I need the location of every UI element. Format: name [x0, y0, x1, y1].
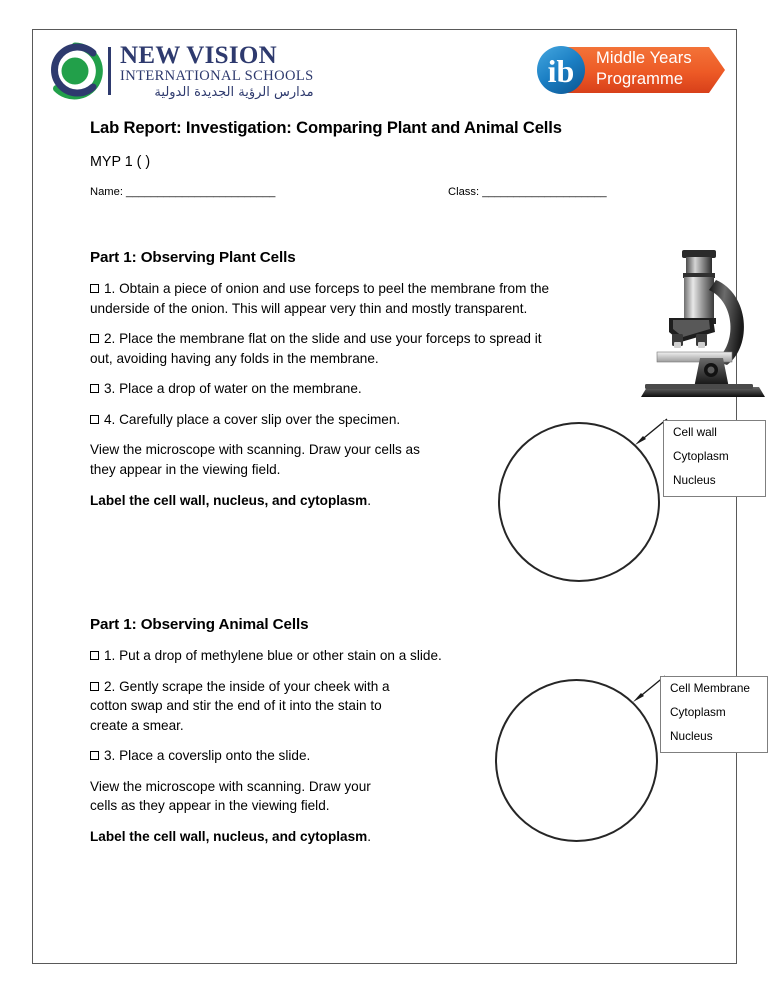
svg-text:ib: ib	[547, 53, 575, 89]
checkbox-icon[interactable]	[90, 384, 99, 393]
grade-line: MYP 1 ( )	[90, 153, 151, 170]
logo-divider	[108, 47, 111, 95]
part1-step-1[interactable]	[90, 279, 577, 318]
new-vision-logo-icon	[46, 42, 104, 100]
part2-label-instruction	[90, 827, 610, 847]
document-title-block	[90, 118, 690, 220]
checkbox-icon[interactable]	[90, 651, 99, 660]
part2-note: View the microscope with scanning. Draw your cells as they appear in the viewing field.	[90, 778, 371, 814]
school-name-ar: مدارس الرؤية الجديدة الدولية	[154, 84, 314, 100]
document-page	[32, 29, 750, 964]
part1-label-instruction-bold: Label the cell wall, nucleus, and cytoplasm	[90, 492, 368, 508]
part1-step-3[interactable]	[90, 379, 577, 399]
ib-programme-text	[596, 48, 692, 90]
checkbox-icon[interactable]	[90, 415, 99, 424]
plant-label-1: Cell wall	[673, 425, 717, 439]
part2-label-instruction-bold: Label the cell wall, nucleus, and cytoplasm	[90, 828, 368, 844]
page-title: Lab Report: Investigation: Comparing Plant and Animal Cells	[90, 118, 562, 137]
part2-step-2-text: 2. Gently scrape the inside of your cheek with a cotton swap and stir the end of it into the stain to create a smear.	[90, 678, 390, 733]
checkbox-icon[interactable]	[90, 284, 99, 293]
school-name-en-primary: NEW VISION	[120, 42, 277, 70]
plant-label-2: Cytoplasm	[673, 448, 729, 463]
part1-step-4[interactable]	[90, 410, 435, 430]
animal-label-3: Nucleus	[670, 728, 713, 743]
checkbox-icon[interactable]	[90, 751, 99, 760]
name-field-label[interactable]: Name: ________________________	[90, 185, 276, 198]
plant-cell-label-box	[663, 420, 766, 497]
animal-label-1: Cell Membrane	[670, 681, 750, 695]
school-name-block	[120, 43, 314, 99]
checkbox-icon[interactable]	[90, 334, 99, 343]
part1-label-instruction-tail: .	[367, 492, 372, 508]
part1-step-2-text: 2. Place the membrane flat on the slide and use your forceps to spread it out, avoiding having any folds in the membrane.	[90, 331, 542, 366]
part1-heading: Part 1: Observing Plant Cells	[90, 249, 296, 266]
part2-step-1-text: 1. Put a drop of methylene blue or other stain on a slide.	[104, 648, 442, 663]
animal-cell-label-box	[660, 676, 768, 753]
plant-label-3: Nucleus	[673, 472, 716, 487]
school-logo	[46, 42, 314, 100]
school-name-en-secondary: INTERNATIONAL SCHOOLS	[120, 68, 314, 85]
animal-label-2: Cytoplasm	[670, 704, 726, 719]
checkbox-icon[interactable]	[90, 682, 99, 691]
part1-step-4-text: 4. Carefully place a cover slip over the specimen.	[104, 411, 401, 427]
ib-programme-line1: Middle Years	[596, 49, 692, 67]
class-field-label[interactable]: Class: ____________________	[448, 185, 607, 198]
part2-step-3-text: 3. Place a coverslip onto the slide.	[104, 748, 311, 764]
document-header	[33, 30, 736, 108]
microscope-icon	[637, 246, 768, 398]
part2-step-1[interactable]	[90, 646, 577, 666]
part2-heading: Part 1: Observing Animal Cells	[90, 616, 309, 633]
part1-step-3-text: 3. Place a drop of water on the membrane.	[104, 381, 362, 397]
ib-myp-badge	[534, 44, 725, 96]
part2-label-instruction-tail: .	[367, 828, 372, 844]
student-info-row	[90, 186, 690, 202]
part1-step-1-text: 1. Obtain a piece of onion and use forceps to peel the membrane from the underside of the onion. This will appear very thin and mostly transparent.	[90, 281, 550, 316]
part1-note: View the microscope with scanning. Draw your cells as they appear in the viewing field.	[90, 442, 420, 477]
ib-programme-line2: Programme	[596, 70, 684, 89]
part2-step-2[interactable]	[90, 677, 390, 736]
part1-step-2[interactable]	[90, 329, 560, 368]
